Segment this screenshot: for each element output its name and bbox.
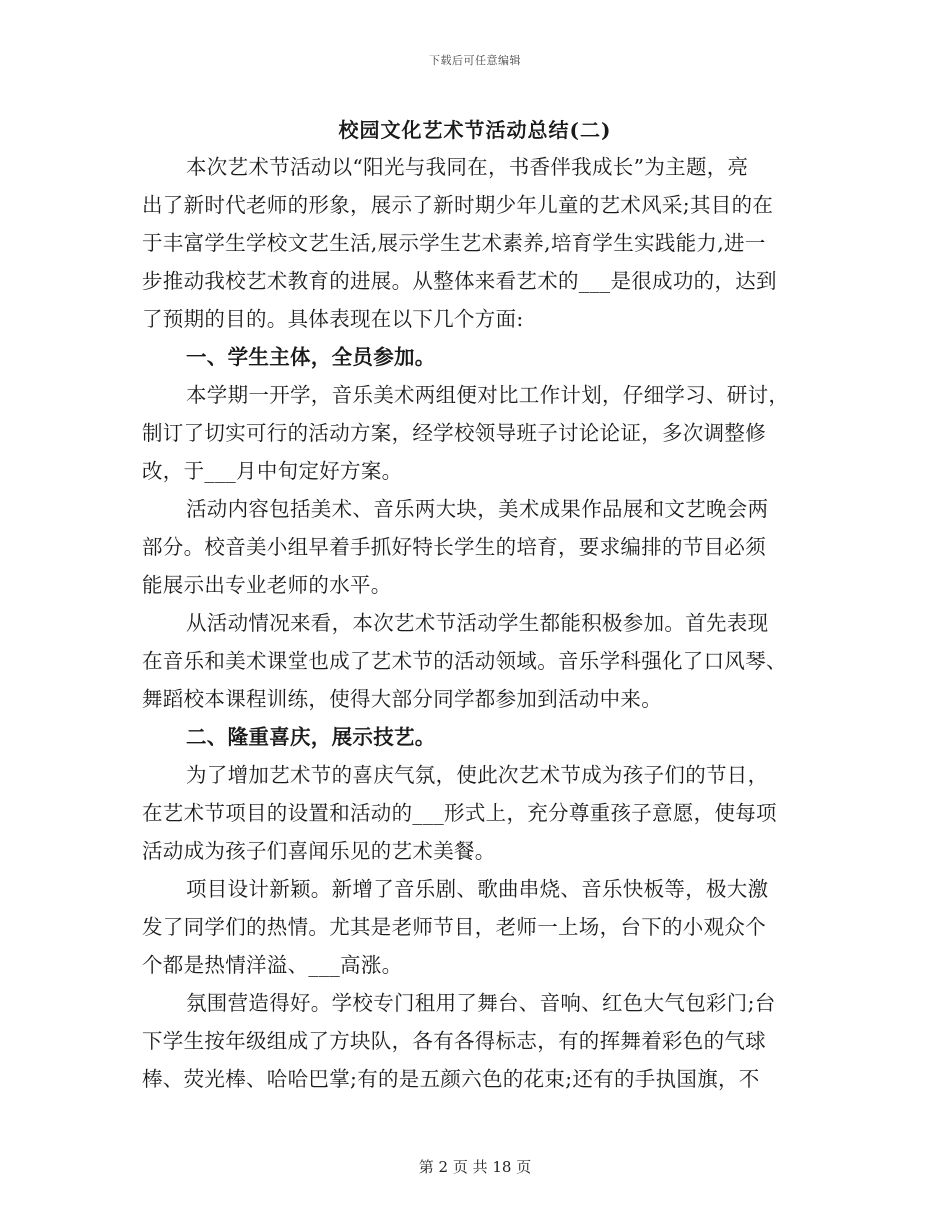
paragraph-line: 活动成为孩子们喜闻乐见的艺术美餐。 <box>142 839 496 863</box>
section-heading-1: 一、学生主体，全员参加。 <box>186 345 436 369</box>
paragraph-line: 了预期的目的。具体表现在以下几个方面: <box>142 307 524 331</box>
paragraph-line: 于丰富学生学校文艺生活,展示学生艺术素养,培育学生实践能力,进一 <box>142 231 766 255</box>
paragraph-line: 步推动我校艺术教育的进展。从整体来看艺术的___是很成功的，达到 <box>142 269 777 293</box>
paragraph-line: 本学期一开学，音乐美术两组便对比工作计划，仔细学习、研讨， <box>186 383 790 407</box>
paragraph-line: 项目设计新颖。新增了音乐剧、歌曲串烧、音乐快板等，极大激 <box>186 877 769 901</box>
paragraph-line: 舞蹈校本课程训练，使得大部分同学都参加到活动中来。 <box>142 687 662 711</box>
document-body <box>142 148 808 1098</box>
paragraph-line: 为了增加艺术节的喜庆气氛，使此次艺术节成为孩子们的节日， <box>186 763 769 787</box>
paragraph-line: 在音乐和美术课堂也成了艺术节的活动领域。音乐学科强化了口风琴、 <box>142 649 787 673</box>
paragraph-line: 活动内容包括美术、音乐两大块，美术成果作品展和文艺晚会两 <box>186 497 769 521</box>
paragraph-line: 发了同学们的热情。尤其是老师节目，老师一上场，台下的小观众个 <box>142 915 766 939</box>
header-note: 下载后可任意编辑 <box>429 54 521 67</box>
paragraph-line: 下学生按年级组成了方块队，各有各得标志，有的挥舞着彩色的气球 <box>142 1029 766 1053</box>
paragraph-line: 个都是热情洋溢、___高涨。 <box>142 953 403 977</box>
paragraph-line: 部分。校音美小组早着手抓好特长学生的培育，要求编排的节目必须 <box>142 535 766 559</box>
paragraph-line: 制订了切实可行的活动方案，经学校领导班子讨论论证，多次调整修 <box>142 421 766 445</box>
page-footer: 第 2 页 共 18 页 <box>418 1158 532 1176</box>
paragraph-line: 棒、荧光棒、哈哈巴掌;有的是五颜六色的花束;还有的手执国旗，不 <box>142 1067 760 1091</box>
paragraph-line: 改，于___月中旬定好方案。 <box>142 459 403 483</box>
paragraph-line: 能展示出专业老师的水平。 <box>142 573 392 597</box>
paragraph-line: 本次艺术节活动以“阳光与我同在，书香伴我成长”为主题，亮 <box>186 155 749 179</box>
paragraph-line: 出了新时代老师的形象，展示了新时期少年儿童的艺术风采;其目的在 <box>142 193 774 217</box>
section-heading-2: 二、隆重喜庆，展示技艺。 <box>186 725 436 749</box>
paragraph-line: 从活动情况来看，本次艺术节活动学生都能积极参加。首先表现 <box>186 611 769 635</box>
paragraph-line: 在艺术节项目的设置和活动的___形式上，充分尊重孩子意愿，使每项 <box>142 801 777 825</box>
paragraph-line: 氛围营造得好。学校专门租用了舞台、音响、红色大气包彩门;台 <box>186 991 776 1015</box>
document-title: 校园文化艺术节活动总结(二) <box>338 118 612 142</box>
